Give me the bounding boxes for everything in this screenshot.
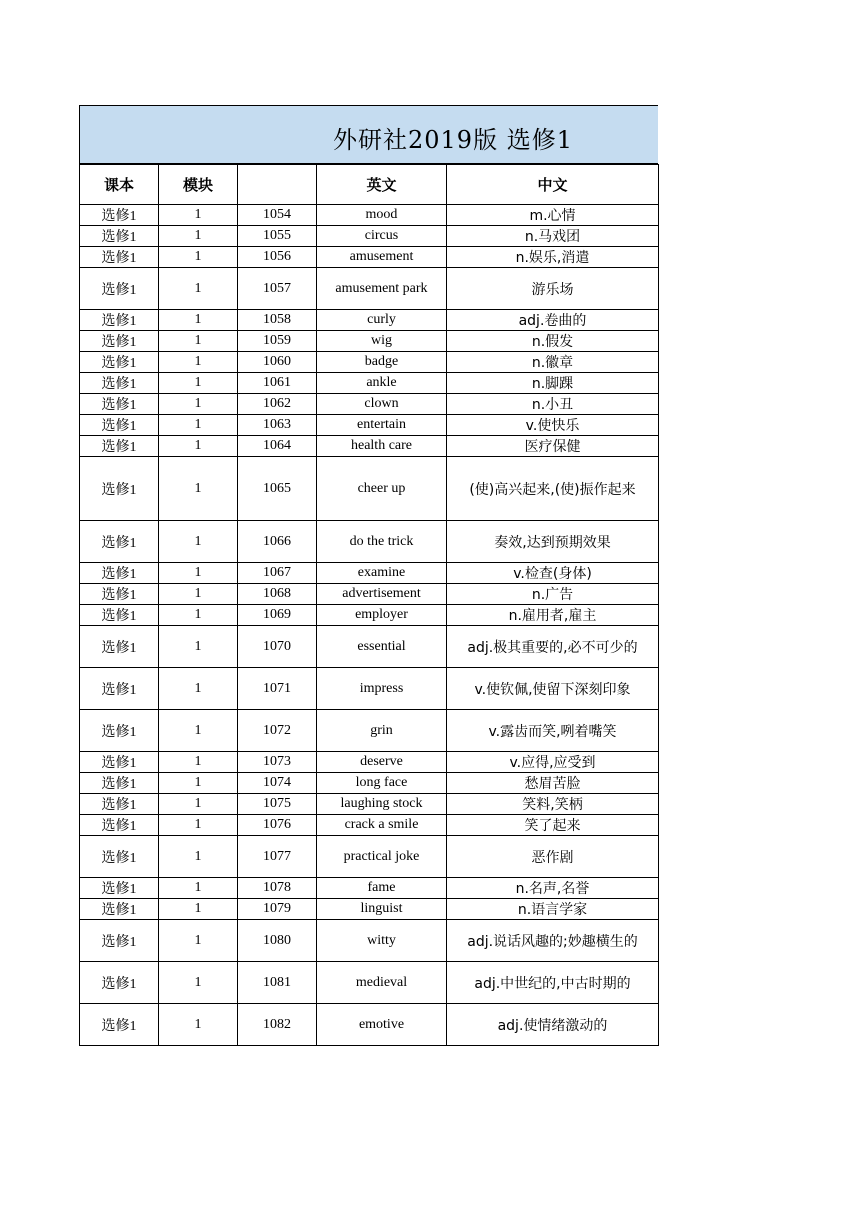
cell-number: 1068 [238,584,317,605]
cell-chinese: adj.极其重要的,必不可少的 [447,626,659,668]
cell-number: 1058 [238,310,317,331]
cell-module: 1 [159,752,238,773]
table-row [80,205,659,226]
cell-english: amusement [317,247,447,268]
cell-module: 1 [159,331,238,352]
cell-chinese: 笑了起来 [447,815,659,836]
cell-number: 1070 [238,626,317,668]
table-row [80,605,659,626]
cell-module: 1 [159,268,238,310]
cell-module: 1 [159,457,238,521]
cell-chinese: n.小丑 [447,394,659,415]
table-row [80,773,659,794]
table-row [80,226,659,247]
cell-chinese: v.露齿而笑,咧着嘴笑 [447,710,659,752]
table-row [80,668,659,710]
cell-number: 1055 [238,226,317,247]
cell-book: 选修1 [80,457,159,521]
cell-chinese: n.假发 [447,331,659,352]
cell-english: badge [317,352,447,373]
cell-module: 1 [159,226,238,247]
header-chinese: 中文 [447,165,659,205]
title-bar [79,105,658,164]
cell-number: 1064 [238,436,317,457]
cell-module: 1 [159,247,238,268]
table-row [80,899,659,920]
cell-book: 选修1 [80,815,159,836]
cell-book: 选修1 [80,226,159,247]
cell-module: 1 [159,878,238,899]
table-row [80,920,659,962]
table-row [80,436,659,457]
cell-book: 选修1 [80,626,159,668]
cell-english: crack a smile [317,815,447,836]
cell-chinese: n.语言学家 [447,899,659,920]
table-body [80,205,659,1046]
cell-english: amusement park [317,268,447,310]
cell-chinese: m.心情 [447,205,659,226]
cell-module: 1 [159,415,238,436]
cell-book: 选修1 [80,1004,159,1046]
cell-chinese: adj.说话风趣的;妙趣横生的 [447,920,659,962]
table-row [80,584,659,605]
table-row [80,794,659,815]
cell-module: 1 [159,920,238,962]
cell-number: 1072 [238,710,317,752]
vocabulary-sheet [79,105,658,1046]
cell-english: fame [317,878,447,899]
cell-module: 1 [159,352,238,373]
header-book: 课本 [80,165,159,205]
cell-number: 1081 [238,962,317,1004]
cell-module: 1 [159,521,238,563]
cell-number: 1056 [238,247,317,268]
cell-module: 1 [159,899,238,920]
table-row [80,563,659,584]
cell-english: deserve [317,752,447,773]
cell-module: 1 [159,815,238,836]
cell-number: 1079 [238,899,317,920]
cell-book: 选修1 [80,205,159,226]
cell-chinese: adj.使情绪激动的 [447,1004,659,1046]
cell-book: 选修1 [80,584,159,605]
table-row [80,373,659,394]
cell-book: 选修1 [80,962,159,1004]
cell-number: 1067 [238,563,317,584]
cell-module: 1 [159,563,238,584]
cell-english: circus [317,226,447,247]
cell-number: 1063 [238,415,317,436]
cell-number: 1080 [238,920,317,962]
table-row [80,415,659,436]
cell-english: emotive [317,1004,447,1046]
cell-number: 1059 [238,331,317,352]
cell-module: 1 [159,205,238,226]
cell-module: 1 [159,962,238,1004]
cell-english: employer [317,605,447,626]
table-row [80,1004,659,1046]
cell-english: long face [317,773,447,794]
cell-book: 选修1 [80,247,159,268]
cell-number: 1060 [238,352,317,373]
header-number [238,165,317,205]
cell-module: 1 [159,605,238,626]
cell-module: 1 [159,1004,238,1046]
cell-english: impress [317,668,447,710]
table-row [80,268,659,310]
cell-chinese: v.应得,应受到 [447,752,659,773]
cell-english: practical joke [317,836,447,878]
cell-chinese: v.使快乐 [447,415,659,436]
cell-chinese: 医疗保健 [447,436,659,457]
header-english: 英文 [317,165,447,205]
table-row [80,247,659,268]
cell-chinese: n.广告 [447,584,659,605]
cell-english: curly [317,310,447,331]
cell-number: 1061 [238,373,317,394]
cell-english: clown [317,394,447,415]
header-row [80,165,659,205]
vocabulary-table [79,164,659,1046]
table-row [80,836,659,878]
cell-module: 1 [159,310,238,331]
cell-english: entertain [317,415,447,436]
cell-book: 选修1 [80,752,159,773]
cell-chinese: 奏效,达到预期效果 [447,521,659,563]
cell-english: do the trick [317,521,447,563]
cell-number: 1069 [238,605,317,626]
cell-chinese: 愁眉苦脸 [447,773,659,794]
cell-english: health care [317,436,447,457]
cell-chinese: 游乐场 [447,268,659,310]
cell-chinese: n.徽章 [447,352,659,373]
cell-number: 1078 [238,878,317,899]
cell-number: 1077 [238,836,317,878]
cell-number: 1073 [238,752,317,773]
cell-chinese: adj.卷曲的 [447,310,659,331]
cell-english: wig [317,331,447,352]
cell-module: 1 [159,626,238,668]
cell-module: 1 [159,394,238,415]
cell-number: 1065 [238,457,317,521]
cell-chinese: adj.中世纪的,中古时期的 [447,962,659,1004]
cell-book: 选修1 [80,373,159,394]
cell-english: advertisement [317,584,447,605]
header-module: 模块 [159,165,238,205]
cell-book: 选修1 [80,920,159,962]
cell-book: 选修1 [80,605,159,626]
cell-book: 选修1 [80,773,159,794]
table-row [80,878,659,899]
table-row [80,457,659,521]
cell-english: ankle [317,373,447,394]
cell-module: 1 [159,373,238,394]
cell-number: 1066 [238,521,317,563]
table-row [80,394,659,415]
cell-chinese: v.使钦佩,使留下深刻印象 [447,668,659,710]
cell-english: cheer up [317,457,447,521]
cell-book: 选修1 [80,668,159,710]
cell-number: 1074 [238,773,317,794]
cell-number: 1082 [238,1004,317,1046]
table-row [80,815,659,836]
cell-english: essential [317,626,447,668]
cell-english: examine [317,563,447,584]
cell-chinese: n.雇用者,雇主 [447,605,659,626]
table-row [80,521,659,563]
cell-book: 选修1 [80,878,159,899]
sheet-title: 外研社2019版 选修1 [333,126,573,154]
table-row [80,310,659,331]
cell-module: 1 [159,773,238,794]
cell-book: 选修1 [80,436,159,457]
cell-module: 1 [159,668,238,710]
cell-module: 1 [159,794,238,815]
cell-chinese: n.马戏团 [447,226,659,247]
cell-book: 选修1 [80,836,159,878]
cell-module: 1 [159,710,238,752]
cell-book: 选修1 [80,563,159,584]
cell-module: 1 [159,436,238,457]
cell-book: 选修1 [80,268,159,310]
cell-book: 选修1 [80,331,159,352]
cell-book: 选修1 [80,521,159,563]
table-row [80,752,659,773]
cell-chinese: (使)高兴起来,(使)振作起来 [447,457,659,521]
cell-module: 1 [159,584,238,605]
cell-number: 1071 [238,668,317,710]
cell-chinese: 恶作剧 [447,836,659,878]
cell-chinese: 笑料,笑柄 [447,794,659,815]
cell-book: 选修1 [80,710,159,752]
cell-chinese: n.娱乐,消遣 [447,247,659,268]
cell-book: 选修1 [80,394,159,415]
cell-english: witty [317,920,447,962]
cell-english: mood [317,205,447,226]
cell-number: 1057 [238,268,317,310]
cell-number: 1062 [238,394,317,415]
cell-number: 1054 [238,205,317,226]
table-row [80,352,659,373]
table-row [80,962,659,1004]
cell-english: linguist [317,899,447,920]
cell-number: 1076 [238,815,317,836]
cell-number: 1075 [238,794,317,815]
cell-english: laughing stock [317,794,447,815]
cell-book: 选修1 [80,899,159,920]
cell-english: medieval [317,962,447,1004]
table-row [80,626,659,668]
cell-book: 选修1 [80,415,159,436]
table-row [80,331,659,352]
cell-book: 选修1 [80,352,159,373]
cell-book: 选修1 [80,794,159,815]
cell-english: grin [317,710,447,752]
cell-chinese: v.检查(身体) [447,563,659,584]
cell-chinese: n.脚踝 [447,373,659,394]
cell-chinese: n.名声,名誉 [447,878,659,899]
cell-book: 选修1 [80,310,159,331]
cell-module: 1 [159,836,238,878]
table-row [80,710,659,752]
